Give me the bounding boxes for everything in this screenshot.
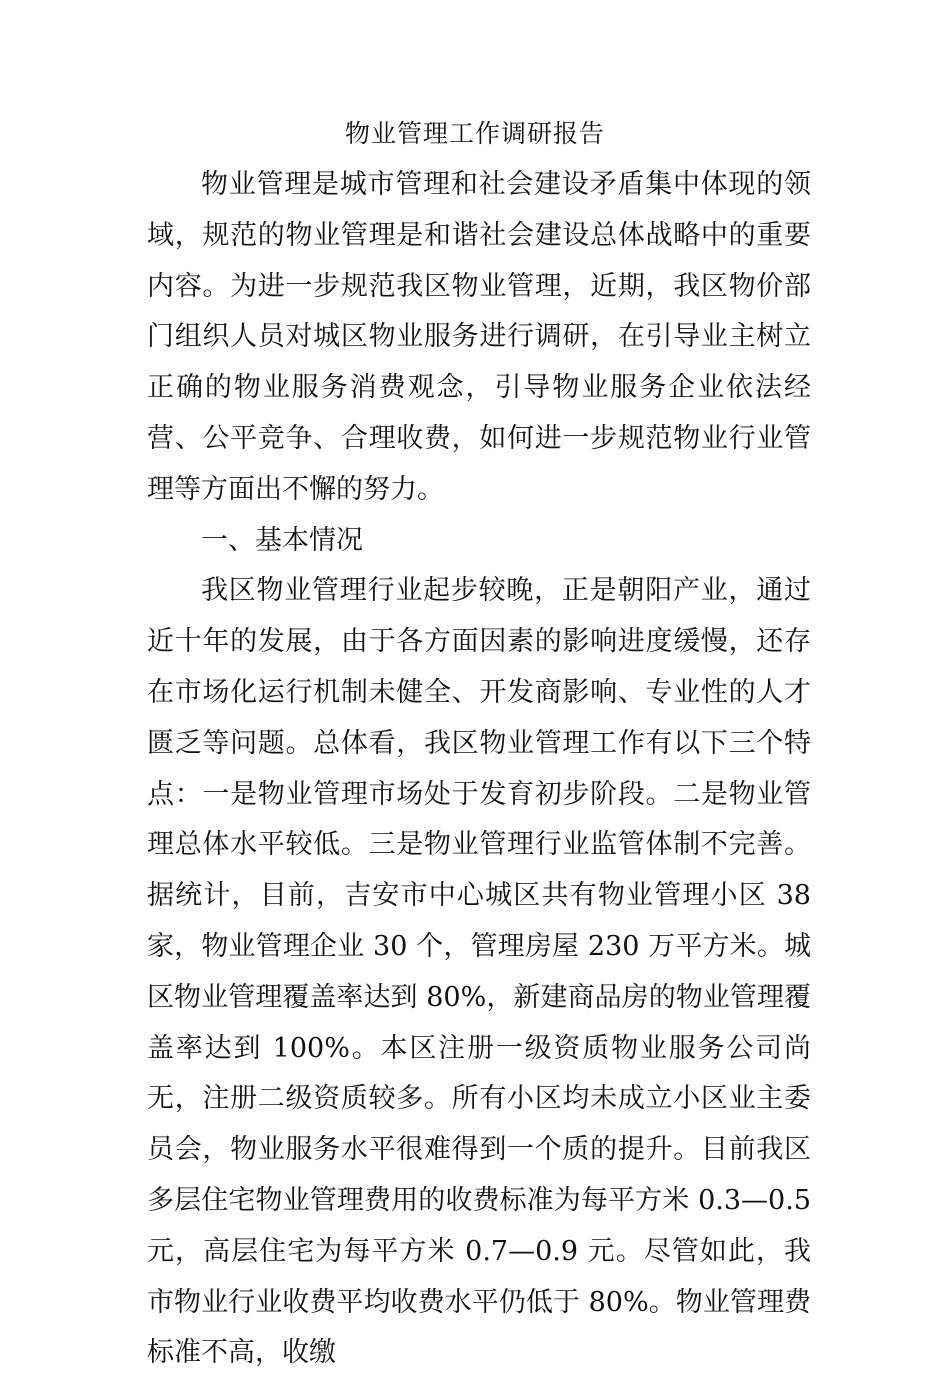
document-body	[147, 160, 811, 1379]
section-heading-basic-situation: 一、基本情况	[201, 524, 363, 556]
basic-situation-paragraph: 我区物业管理行业起步较晚，正是朝阳产业，通过近十年的发展，由于各方面因素的影响进度缓慢，还存在市场化运行机制未健全、开发商影响、专业性的人才匮乏等问题。总体看，我区物业管理工作有以下三个特点：一是物业管理市场处于发育初步阶段。二是物业管理总体水平较低。三是物业管理行业监管体制不完善。据统计，目前，吉安市中心城区共有物业管理小区 38 家，物业管理企业 30 个，管理房屋 230 万平方米。城区物业管理覆盖率达到 80%，新建商品房的物业管理覆盖率达到 100%。本区注册一级资质物业服务公司尚无，注册二级资质较多。所有小区均未成立小区业主委员会，物业服务水平很难得到一个质的提升。目前我区多层住宅物业管理费用的收费标准为每平方米 0.3—0.5 元，高层住宅为每平方米 0.7—0.9 元。尽管如此，我市物业行业收费平均收费水平仍低于 80%。物业管理费标准不高，收缴	[147, 575, 811, 1369]
intro-paragraph: 物业管理是城市管理和社会建设矛盾集中体现的领域，规范的物业管理是和谐社会建设总体战略中的重要内容。为进一步规范我区物业管理，近期，我区物价部门组织人员对城区物业服务进行调研，在引导业主树立正确的物业服务消费观念，引导物业服务企业依法经营、公平竞争、合理收费，如何进一步规范物业行业管理等方面出不懈的努力。	[147, 169, 811, 505]
document-title: 物业管理工作调研报告	[344, 119, 605, 148]
